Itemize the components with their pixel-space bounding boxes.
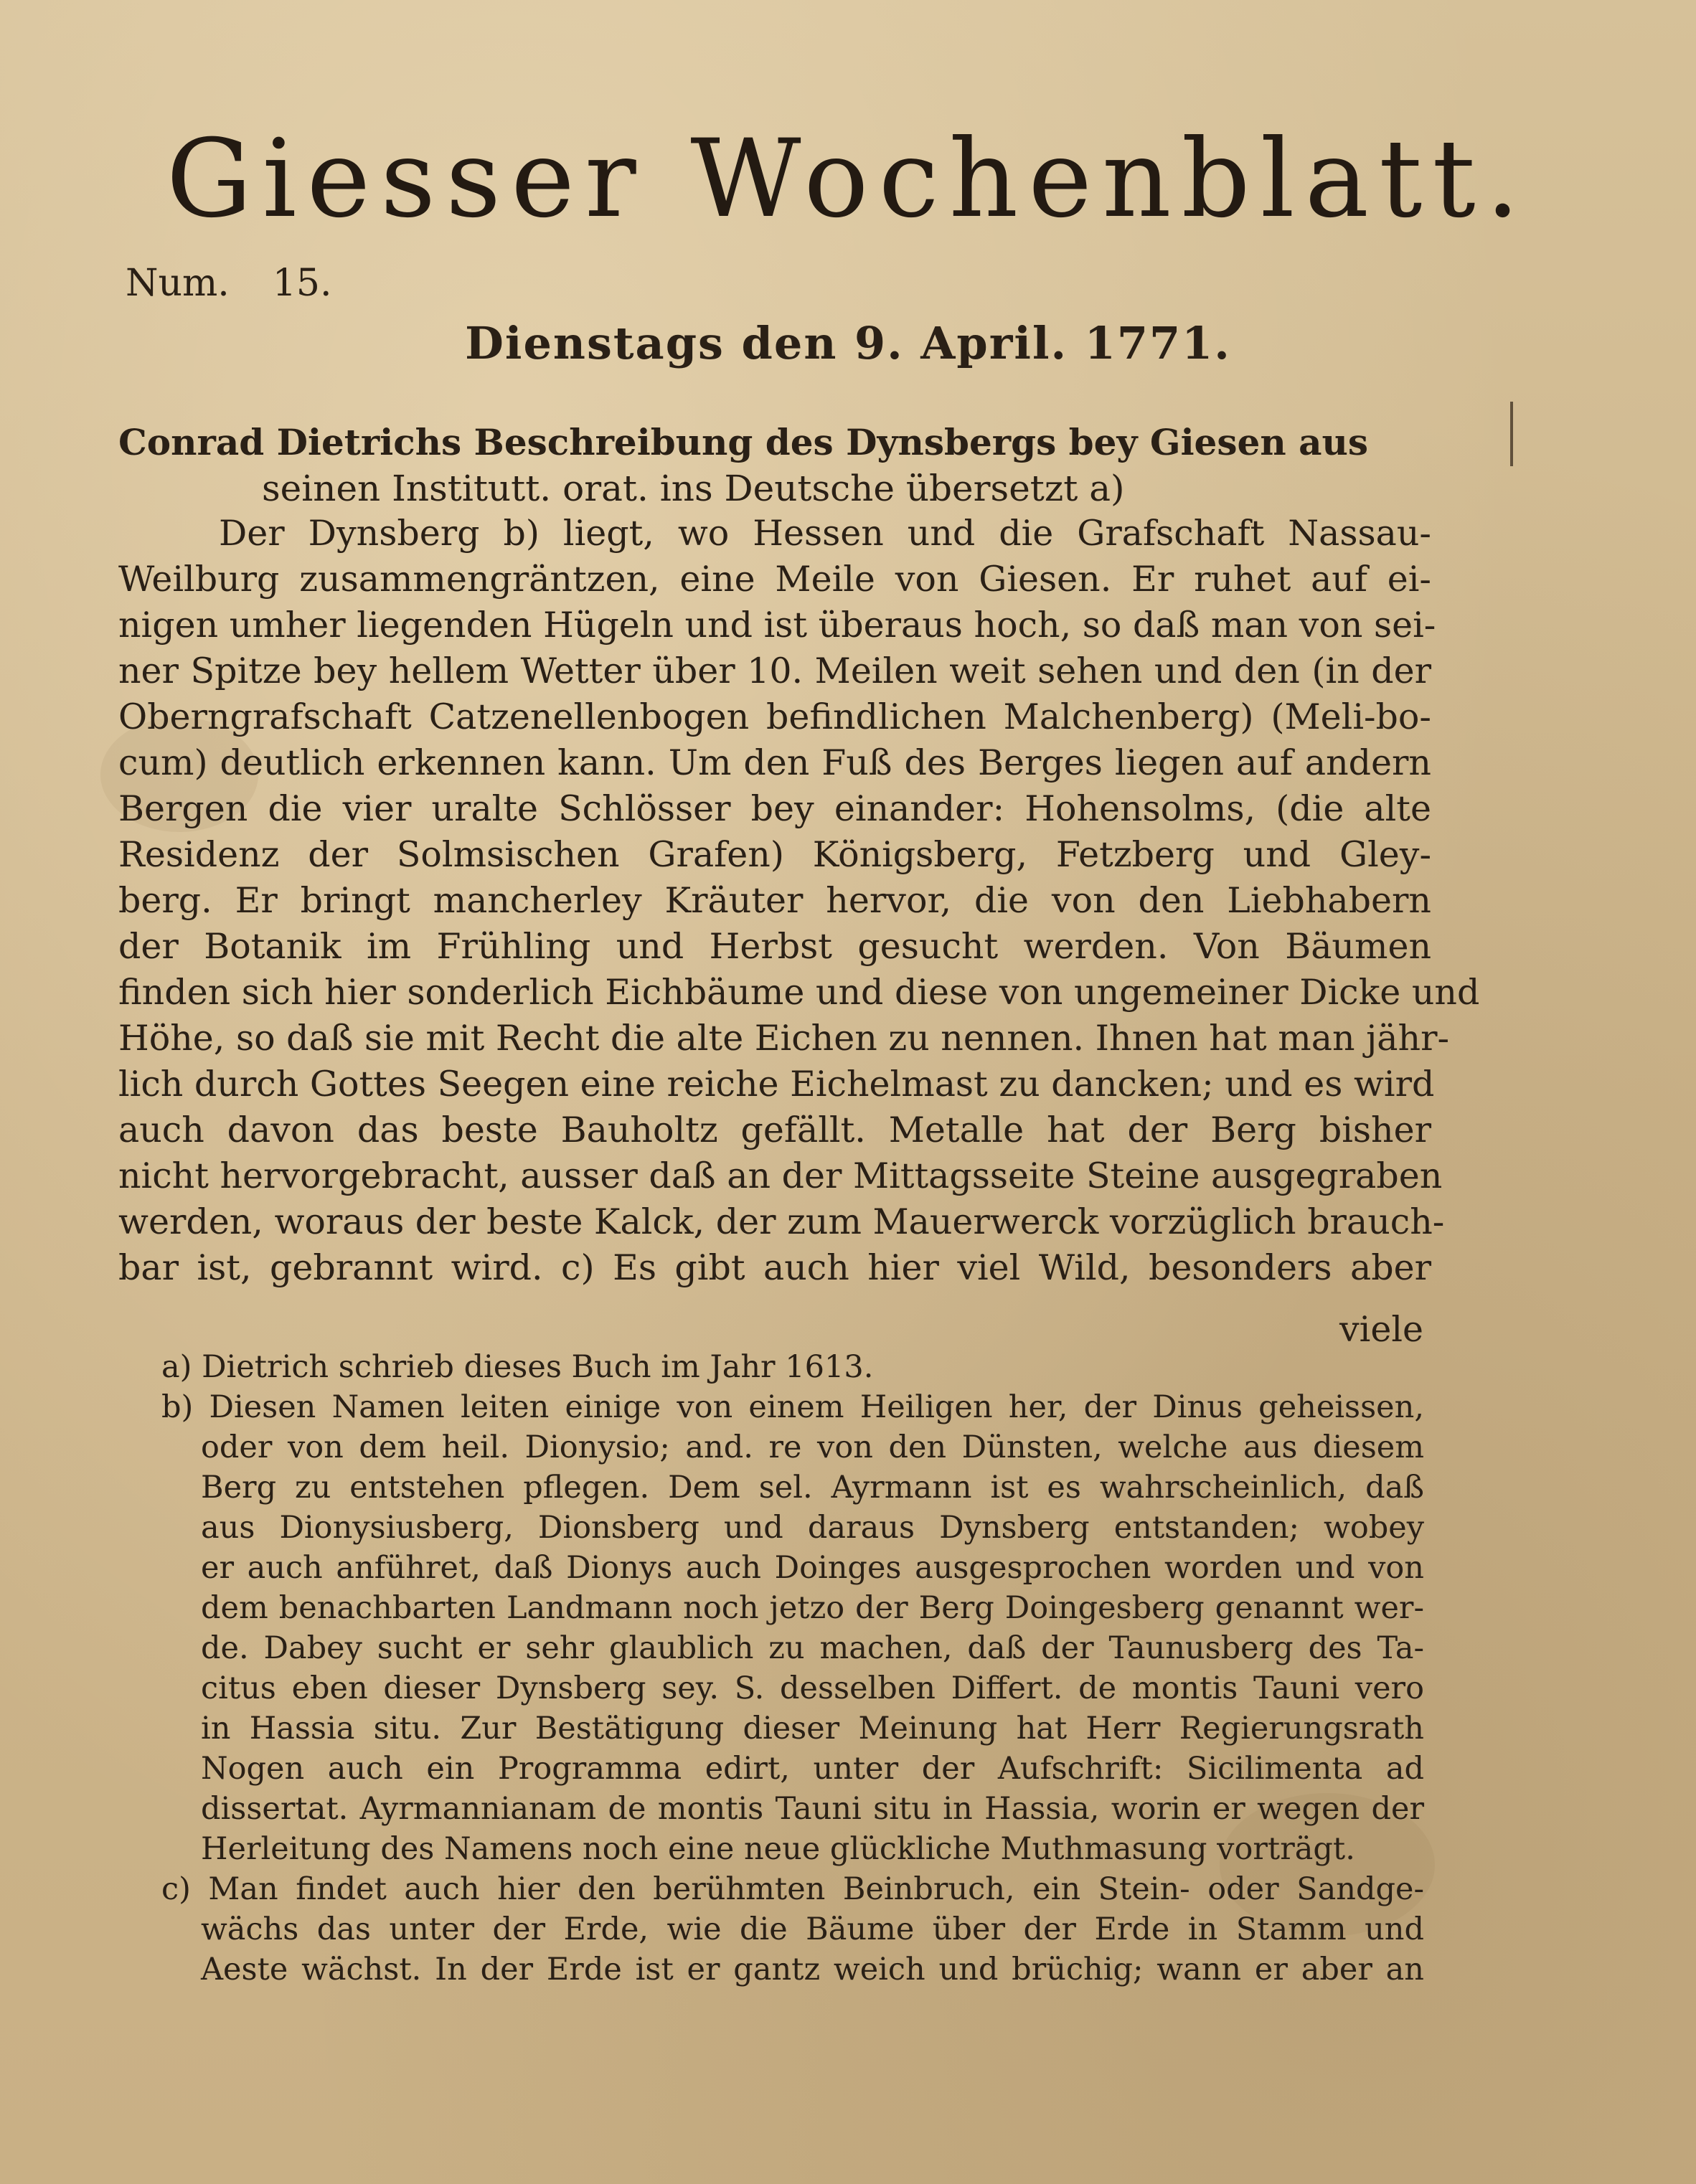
footnote-a: a) Dietrich schrieb dieses Buch im Jahr 1613. xyxy=(161,1349,874,1385)
issue-number xyxy=(126,262,375,305)
footnote-b-line: Berg zu entstehen pflegen. Dem sel. Ayrmann ist es wahrscheinlich, daß xyxy=(201,1470,1424,1505)
issue-date: Dienstags den 9. April. 1771. xyxy=(465,317,1231,369)
article-title-line: seinen Institutt. orat. ins Deutsche übersetzt a) xyxy=(262,468,1125,509)
footnote-b-line: Nogen auch ein Programma edirt, unter der Aufschrift: Sicilimenta ad xyxy=(201,1751,1424,1787)
body-line: Höhe, so daß sie mit Recht die alte Eichen zu nennen. Ihnen hat man jähr- xyxy=(118,1018,1450,1059)
article-title xyxy=(118,420,1446,511)
body-line: der Botanik im Frühling und Herbst gesucht werden. Von Bäumen xyxy=(118,926,1431,967)
body-line: auch davon das beste Bauholtz gefällt. Metalle hat der Berg bisher xyxy=(118,1110,1431,1150)
footnote-b-line: dem benachbarten Landmann noch jetzo der Berg Doingesberg genannt wer- xyxy=(201,1590,1424,1626)
body-line: lich durch Gottes Seegen eine reiche Eichelmast zu dancken; und es wird xyxy=(118,1064,1435,1105)
footnote-c-line: c) Man findet auch hier den berühmten Beinbruch, ein Stein- oder Sandge- xyxy=(161,1871,1424,1907)
footnote-b-line: aus Dionysiusberg, Dionsberg und daraus Dynsberg entstanden; wobey xyxy=(201,1510,1424,1546)
body-line: Residenz der Solmsischen Grafen) Königsberg, Fetzberg und Gley- xyxy=(118,834,1431,875)
body-line: finden sich hier sonderlich Eichbäume und diese von ungemeiner Dicke und xyxy=(118,972,1480,1013)
issue-value: 15. xyxy=(272,262,332,305)
footnotes xyxy=(161,1347,1424,1990)
footnote-b-line: oder von dem heil. Dionysio; and. re von den Dünsten, welche aus diesem xyxy=(201,1429,1424,1465)
masthead-title: Giesser Wochenblatt. xyxy=(166,117,1530,242)
footnote-c-line: wächs das unter der Erde, wie die Bäume über der Erde in Stamm und xyxy=(201,1911,1424,1947)
body-line: Oberngrafschaft Catzenellenbogen befindlichen Malchenberg) (Meli-bo- xyxy=(118,696,1431,737)
margin-mark xyxy=(1510,402,1513,466)
footnote-b-line: citus eben dieser Dynsberg sey. S. desselben Differt. de montis Tauni vero xyxy=(201,1670,1424,1706)
catchword: viele xyxy=(1339,1309,1423,1350)
footnote-b-line: dissertat. Ayrmannianam de montis Tauni situ in Hassia, worin er wegen der xyxy=(201,1791,1424,1827)
article-body xyxy=(118,511,1480,1291)
body-line: nicht hervorgebracht, ausser daß an der Mittagsseite Steine ausgegraben xyxy=(118,1155,1443,1196)
article-title-line: Conrad Dietrichs Beschreibung des Dynsbergs bey Giesen aus xyxy=(118,421,1368,463)
footnote-b-line: b) Diesen Namen leiten einige von einem Heiligen her, der Dinus geheissen, xyxy=(161,1389,1424,1425)
footnote-b-line: de. Dabey sucht er sehr glaublich zu machen, daß der Taunusberg des Ta- xyxy=(201,1630,1424,1666)
body-line: Bergen die vier uralte Schlösser bey einander: Hohensolms, (die alte xyxy=(118,788,1431,829)
body-line: ner Spitze bey hellem Wetter über 10. Meilen weit sehen und den (in der xyxy=(118,651,1431,691)
body-line: Weilburg zusammengräntzen, eine Meile von Giesen. Er ruhet auf ei- xyxy=(118,559,1431,600)
footnote-c-line: Aeste wächst. In der Erde ist er gantz weich und brüchig; wann er aber an xyxy=(201,1952,1424,1987)
footnote-b-line: er auch anführet, daß Dionys auch Doinges ausgesprochen worden und von xyxy=(201,1550,1424,1586)
body-line: nigen umher liegenden Hügeln und ist überaus hoch, so daß man von sei- xyxy=(118,605,1436,646)
body-line: bar ist, gebrannt wird. c) Es gibt auch hier viel Wild, besonders aber xyxy=(118,1247,1431,1288)
body-line: berg. Er bringt mancherley Kräuter hervor, die von den Liebhabern xyxy=(118,880,1431,921)
body-line: Der Dynsberg b) liegt, wo Hessen und die Grafschaft Nassau- xyxy=(219,513,1431,554)
issue-label: Num. xyxy=(126,262,230,305)
footnote-b-line: in Hassia situ. Zur Bestätigung dieser Meinung hat Herr Regierungsrath xyxy=(201,1711,1424,1746)
body-line: cum) deutlich erkennen kann. Um den Fuß des Berges liegen auf andern xyxy=(118,742,1431,783)
body-line: werden, woraus der beste Kalck, der zum Mauerwerck vorzüglich brauch- xyxy=(118,1201,1445,1242)
footnote-b-line: Herleitung des Namens noch eine neue glückliche Muthmasung vorträgt. xyxy=(201,1831,1355,1867)
